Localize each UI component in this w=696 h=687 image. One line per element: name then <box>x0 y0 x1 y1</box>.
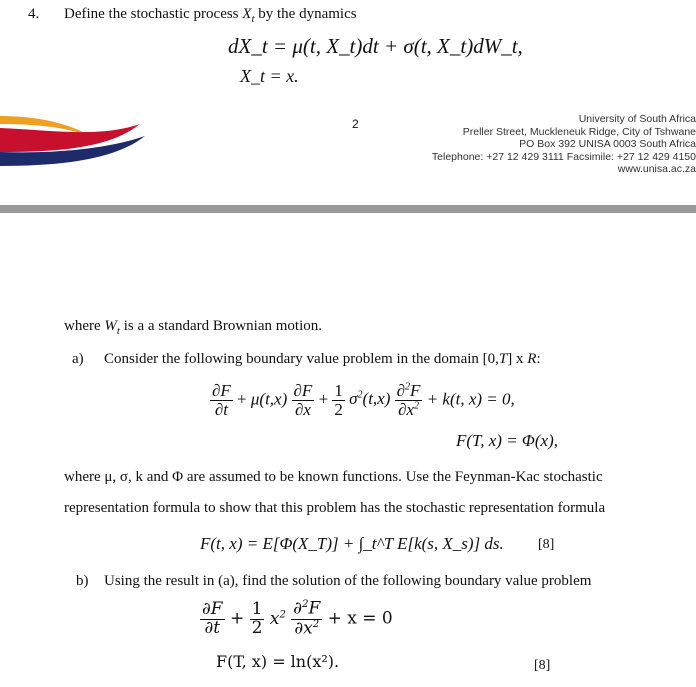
question-number: 4. <box>28 6 40 22</box>
dF-dt-fraction: $\frac{\partial F}{\partial t}$ <box>212 381 231 419</box>
part-a-intro: Consider the following boundary value problem in the domain [0,T] x R: <box>104 351 541 367</box>
boundary-b: F(T, x) = ln(x²). <box>216 652 340 671</box>
part-a-text: Consider the following boundary value problem in the domain [0, <box>104 351 499 367</box>
where-tail: is a a standard Brownian motion. <box>123 318 323 334</box>
intro-line <box>64 6 357 25</box>
feynman-kac-formula: F(t, x) = E[Φ(X_T)] + ∫_t^T E[k(s, X_s)] ds. <box>200 534 504 553</box>
sde-equation: dX_t = μ(t, X_t)dt + σ(t, X_t)dW_t, <box>228 34 523 58</box>
part-a-T: T <box>498 351 508 367</box>
unisa-swoosh-logo <box>0 108 150 168</box>
intro-tail: by the dynamics <box>258 6 357 22</box>
pde-b: $\frac{\partial F}{\partial t}$ + $\frac{1}{2}$ $x^2$ $\frac{\partial^2F}{\partial x^2}$ + x = 0 <box>202 598 393 639</box>
boundary-a: F(T, x) = Φ(x), <box>456 431 558 450</box>
process-symbol: X <box>242 6 252 22</box>
address-line-1: University of South Africa <box>578 113 696 125</box>
pde-b-tail: + x = 0 <box>327 608 393 629</box>
address-line-3: PO Box 392 UNISA 0003 South Africa <box>519 138 696 151</box>
where-sub: t <box>116 325 120 337</box>
part-a-label: a) <box>72 351 84 367</box>
address-line-2: Preller Street, Muckleneuk Ridge, City of Tshwane <box>462 125 696 138</box>
where-symbol: W <box>104 318 117 334</box>
process-sub: t <box>251 13 255 25</box>
part-b-text: Using the result in (a), find the solution of the following boundary value problem <box>104 573 592 589</box>
page-number: 2 <box>352 117 359 131</box>
representation-text: representation formula to show that this problem has the stochastic representation formula <box>64 500 606 516</box>
b-half-fraction: $\frac{1}{2}$ <box>251 598 263 638</box>
initial-condition: X_t = x. <box>240 66 299 86</box>
address-line-5: www.unisa.ac.za <box>617 163 696 176</box>
pde-a-end: + k(t, x) = 0, <box>426 389 515 409</box>
part-a-text-end: ] x <box>507 351 524 367</box>
assumed-text: where μ, σ, k and Φ are assumed to be known functions. Use the Feynman-Kac stochastic <box>64 469 603 485</box>
part-b-label: b) <box>76 573 89 589</box>
b-d2F-dx2-fraction: $\frac{\partial^2F}{\partial x^2}$ <box>293 598 321 639</box>
b-dF-dt-fraction: $\frac{\partial F}{\partial t}$ <box>202 598 223 638</box>
half-fraction: $\frac{1}{2}$ <box>334 381 343 419</box>
address-line-4: Telephone: +27 12 429 3111 Facsimile: +27 12 429 4150 <box>431 150 696 163</box>
where-line <box>64 318 322 337</box>
pde-a: $\frac{\partial F}{\partial t}$ + μ(t,x) $\frac{\partial F}{\partial x}$ + $\frac{1}{2}$ $\sigma^2(t,x)$ $\frac{\partial^2F}{\partial x^2}$ + k(t, x) = 0, <box>212 381 515 419</box>
footer-divider <box>0 205 696 213</box>
d2F-dx2-fraction: $\frac{\partial^2F}{\partial x^2}$ <box>396 381 421 419</box>
letterhead-address <box>432 113 696 176</box>
where-text: where <box>64 318 101 334</box>
part-a-marks: [8] <box>538 537 555 552</box>
part-b-marks: [8] <box>534 658 551 673</box>
part-a-R: R <box>527 351 537 367</box>
dF-dx-fraction: $\frac{\partial F}{\partial x}$ <box>293 381 313 419</box>
intro-text: Define the stochastic process <box>64 6 239 22</box>
